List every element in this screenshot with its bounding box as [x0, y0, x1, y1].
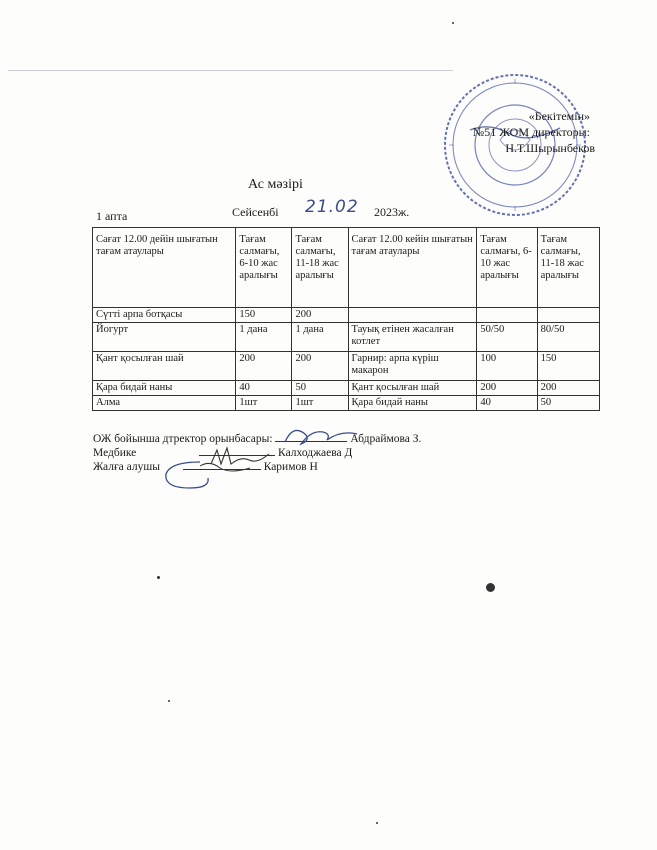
table-cell: 200 — [236, 352, 292, 381]
approval-director-name: Н.Т.Шырынбеков — [505, 141, 595, 155]
table-cell: 150 — [236, 308, 292, 323]
scan-speck — [486, 583, 495, 592]
table-cell: 200 — [477, 381, 537, 396]
table-cell: 200 — [292, 308, 348, 323]
table-cell: 1шт — [236, 396, 292, 411]
table-cell: 40 — [477, 396, 537, 411]
scan-speck — [157, 576, 160, 579]
table-cell: 80/50 — [537, 323, 599, 352]
table-cell: Қант қосылған шай — [93, 352, 236, 381]
signature-blank — [275, 441, 347, 442]
table-cell: Қант қосылған шай — [348, 381, 477, 396]
menu-table — [92, 227, 600, 411]
table-header-cell: Тағам салмағы, 6-10 жас аралығы — [236, 228, 292, 308]
deputy-label: ОЖ бойынша дтректор орынбасары: — [93, 433, 273, 445]
approval-heading: «Бекітемін» — [528, 109, 590, 123]
approval-block — [440, 108, 650, 156]
year-label: 2023ж. — [374, 205, 410, 219]
approval-title: №51 ЖОМ директоры: — [472, 125, 590, 139]
table-header-cell: Сағат 12.00 дейін шығатын тағам атаулары — [93, 228, 236, 308]
table-cell: 200 — [537, 381, 599, 396]
table-header-cell: Тағам салмағы, 11-18 жас аралығы — [292, 228, 348, 308]
table-cell: 200 — [292, 352, 348, 381]
table-header-row — [93, 228, 600, 308]
table-cell — [537, 308, 599, 323]
receiver-label: Жалға алушы — [93, 461, 160, 473]
deputy-name: Абдраймова З. — [350, 433, 422, 445]
table-row — [93, 396, 600, 411]
handwritten-date: 21.02 — [305, 197, 359, 217]
nurse-label: Медбике — [93, 447, 137, 459]
table-cell: Алма — [93, 396, 236, 411]
table-row — [93, 352, 600, 381]
signature-blank — [183, 469, 261, 470]
table-cell — [477, 308, 537, 323]
table-cell: 100 — [477, 352, 537, 381]
receiver-name: Каримов Н — [263, 461, 318, 473]
table-cell — [348, 308, 477, 323]
weekday-label: Сейсенбі — [232, 205, 279, 219]
table-cell: 1шт — [292, 396, 348, 411]
signature-blank — [199, 455, 275, 456]
scan-speck — [376, 822, 378, 824]
deputy-signature-line — [93, 432, 421, 446]
table-cell: Сүтті арпа ботқасы — [93, 308, 236, 323]
nurse-signature-line — [93, 446, 352, 460]
table-cell: 50/50 — [477, 323, 537, 352]
table-row — [93, 308, 600, 323]
table-header-cell: Сағат 12.00 кейін шығатын тағам атаулары — [348, 228, 477, 308]
table-cell: Гарнир: арпа күріш макарон — [348, 352, 477, 381]
table-cell: 50 — [292, 381, 348, 396]
table-cell: Тауық етінен жасалған котлет — [348, 323, 477, 352]
table-header-cell: Тағам салмағы, 11-18 жас аралығы — [537, 228, 599, 308]
table-cell: 40 — [236, 381, 292, 396]
week-label: 1 апта — [96, 209, 128, 223]
table-cell: 50 — [537, 396, 599, 411]
table-cell: 1 дана — [236, 323, 292, 352]
page-title: Ас мәзірі — [248, 177, 303, 192]
table-cell: Қара бидай наны — [348, 396, 477, 411]
table-cell: 1 дана — [292, 323, 348, 352]
scan-speck — [452, 22, 454, 24]
table-header-cell: Тағам салмағы, 6-10 жас аралығы — [477, 228, 537, 308]
table-cell: Қара бидай наны — [93, 381, 236, 396]
nurse-name: Калходжаева Д — [278, 447, 353, 459]
scan-top-rule — [8, 70, 453, 71]
receiver-signature-line — [93, 460, 318, 474]
table-cell: 150 — [537, 352, 599, 381]
table-row — [93, 323, 600, 352]
scan-speck — [168, 700, 170, 702]
table-cell: Йогурт — [93, 323, 236, 352]
table-row — [93, 381, 600, 396]
